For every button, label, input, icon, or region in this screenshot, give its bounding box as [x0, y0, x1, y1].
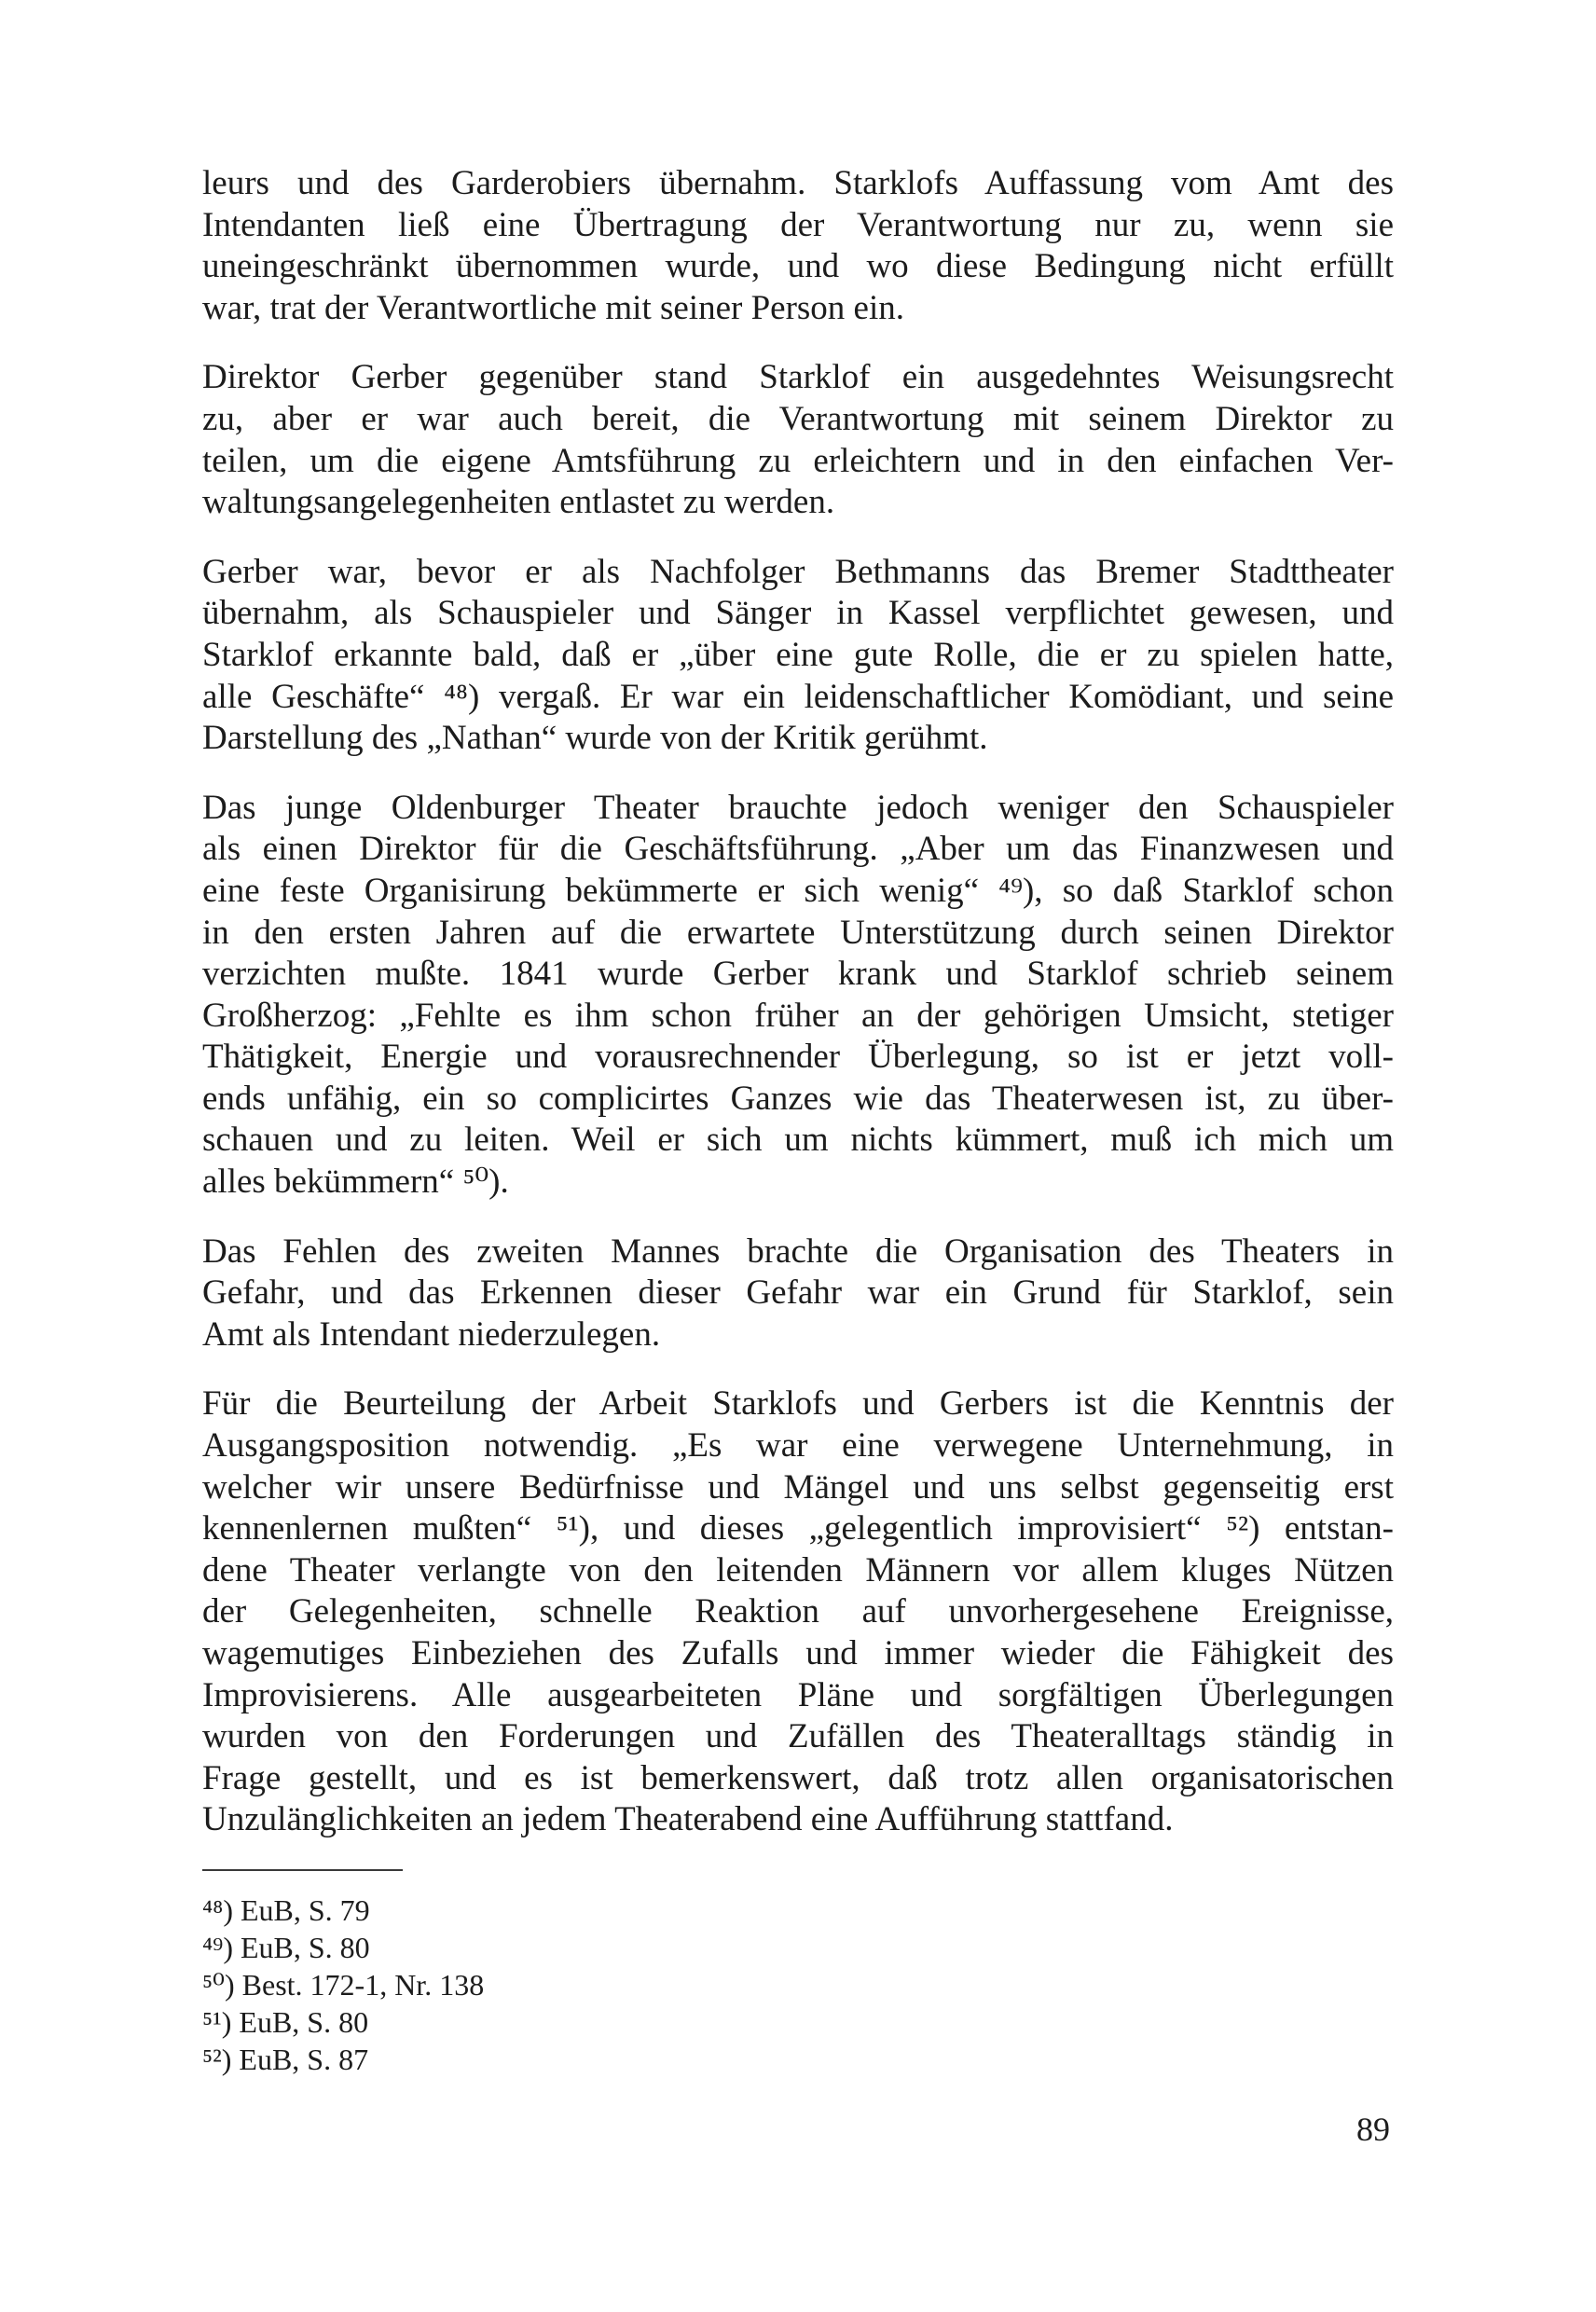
text-line: Das Fehlen des zweiten Mannes brachte die Organisation des Theaters in	[202, 1232, 1394, 1271]
text-line: alles bekümmern“ ⁵⁰).	[202, 1163, 509, 1202]
text-line: Gerber war, bevor er als Nachfolger Bethmanns das Bremer Stadttheater	[202, 552, 1394, 591]
text-line: waltungsangelegenheiten entlastet zu werden.	[202, 483, 835, 522]
text-line: der Gelegenheiten, schnelle Reaktion auf unvorhergesehene Ereignisse,	[202, 1592, 1394, 1631]
text-line: Darstellung des „Nathan“ wurde von der Kritik gerühmt.	[202, 719, 988, 758]
text-line: Ausgangsposition notwendig. „Es war eine verwegene Unternehmung, in	[202, 1426, 1394, 1466]
text-line: Starklof erkannte bald, daß er „über eine gute Rolle, die er zu spielen hatte,	[202, 635, 1394, 674]
text-line: Frage gestellt, und es ist bemerkenswert, daß trotz allen organisatorischen	[202, 1758, 1394, 1797]
page-number: 89	[1356, 2111, 1390, 2148]
page-body	[202, 163, 1394, 2078]
paragraph-1	[202, 163, 1394, 329]
text-line: Unzulänglichkeiten an jedem Theaterabend eine Aufführung stattfand.	[202, 1800, 1174, 1839]
footnote-52: ⁵²) EuB, S. 87	[202, 2042, 369, 2076]
paragraph-5	[202, 1232, 1394, 1356]
text-line: kennenlernen mußten“ ⁵¹), und dieses „gelegentlich improvisiert“ ⁵²) entstan-	[202, 1509, 1394, 1548]
footnote-51: ⁵¹) EuB, S. 80	[202, 2004, 369, 2039]
text-line: Gefahr, und das Erkennen dieser Gefahr war ein Grund für Starklof, sein	[202, 1273, 1394, 1313]
text-line: schauen und zu leiten. Weil er sich um nichts kümmert, muß ich mich um	[202, 1121, 1394, 1160]
text-line: leurs und des Garderobiers übernahm. Starklofs Auffassung vom Amt des	[202, 164, 1394, 202]
text-line: als einen Direktor für die Geschäftsführung. „Aber um das Finanzwesen und	[202, 830, 1394, 869]
text-line: verzichten mußte. 1841 wurde Gerber krank und Starklof schrieb seinem	[202, 955, 1394, 994]
text-line: uneingeschränkt übernommen wurde, und wo diese Bedingung nicht erfüllt	[202, 247, 1394, 286]
text-line: Amt als Intendant niederzulegen.	[202, 1314, 661, 1354]
text-line: Großherzog: „Fehlte es ihm schon früher an der gehörigen Umsicht, stetiger	[202, 996, 1394, 1035]
paragraph-2	[202, 357, 1394, 523]
footnote-48: ⁴⁸) EuB, S. 79	[202, 1892, 370, 1927]
paragraph-4	[202, 788, 1394, 1204]
footnote-49: ⁴⁹) EuB, S. 80	[202, 1930, 370, 1964]
text-line: zu, aber er war auch bereit, die Verantwortung mit seinem Direktor zu	[202, 399, 1394, 438]
text-line: Für die Beurteilung der Arbeit Starklofs und Gerbers ist die Kenntnis der	[202, 1384, 1394, 1424]
text-line: welcher wir unsere Bedürfnisse und Mängel und uns selbst gegenseitig erst	[202, 1467, 1394, 1507]
text-line: wurden von den Forderungen und Zufällen des Theateralltags ständig in	[202, 1717, 1394, 1756]
text-line: alle Geschäfte“ ⁴⁸) vergaß. Er war ein leidenschaftlicher Komödiant, und seine	[202, 677, 1394, 716]
text-line: Improvisierens. Alle ausgearbeiteten Pläne und sorgfältigen Überlegungen	[202, 1675, 1394, 1714]
text-line: war, trat der Verantwortliche mit seiner Person ein.	[202, 288, 905, 327]
text-line: in den ersten Jahren auf die erwartete Unterstützung durch seinen Direktor	[202, 913, 1394, 952]
footnotes	[202, 1892, 1394, 2078]
text-line: dene Theater verlangte von den leitenden Männern vor allem kluges Nützen	[202, 1550, 1394, 1590]
text-line: Intendanten ließ eine Übertragung der Verantwortung nur zu, wenn sie	[202, 205, 1394, 244]
text-line: übernahm, als Schauspieler und Sänger in Kassel verpflichtet gewesen, und	[202, 594, 1394, 633]
text-line: eine feste Organisirung bekümmerte er sich wenig“ ⁴⁹), so daß Starklof schon	[202, 871, 1394, 910]
text-line: Das junge Oldenburger Theater brauchte jedoch weniger den Schauspieler	[202, 788, 1394, 827]
text-line: Thätigkeit, Energie und vorausrechnender Überlegung, so ist er jetzt voll-	[202, 1038, 1394, 1077]
text-line: ends unfähig, ein so complicirtes Ganzes wie das Theaterwesen ist, zu über-	[202, 1079, 1394, 1118]
text-line: wagemutiges Einbeziehen des Zufalls und immer wieder die Fähigkeit des	[202, 1634, 1394, 1672]
footnote-50: ⁵⁰) Best. 172-1, Nr. 138	[202, 1967, 485, 2002]
paragraph-6	[202, 1383, 1394, 1841]
paragraph-3	[202, 552, 1394, 760]
text-line: teilen, um die eigene Amtsführung zu erleichtern und in den einfachen Ver-	[202, 441, 1394, 480]
footnote-divider	[202, 1869, 403, 1871]
text-line: Direktor Gerber gegenüber stand Starklof ein ausgedehntes Weisungsrecht	[202, 358, 1394, 397]
